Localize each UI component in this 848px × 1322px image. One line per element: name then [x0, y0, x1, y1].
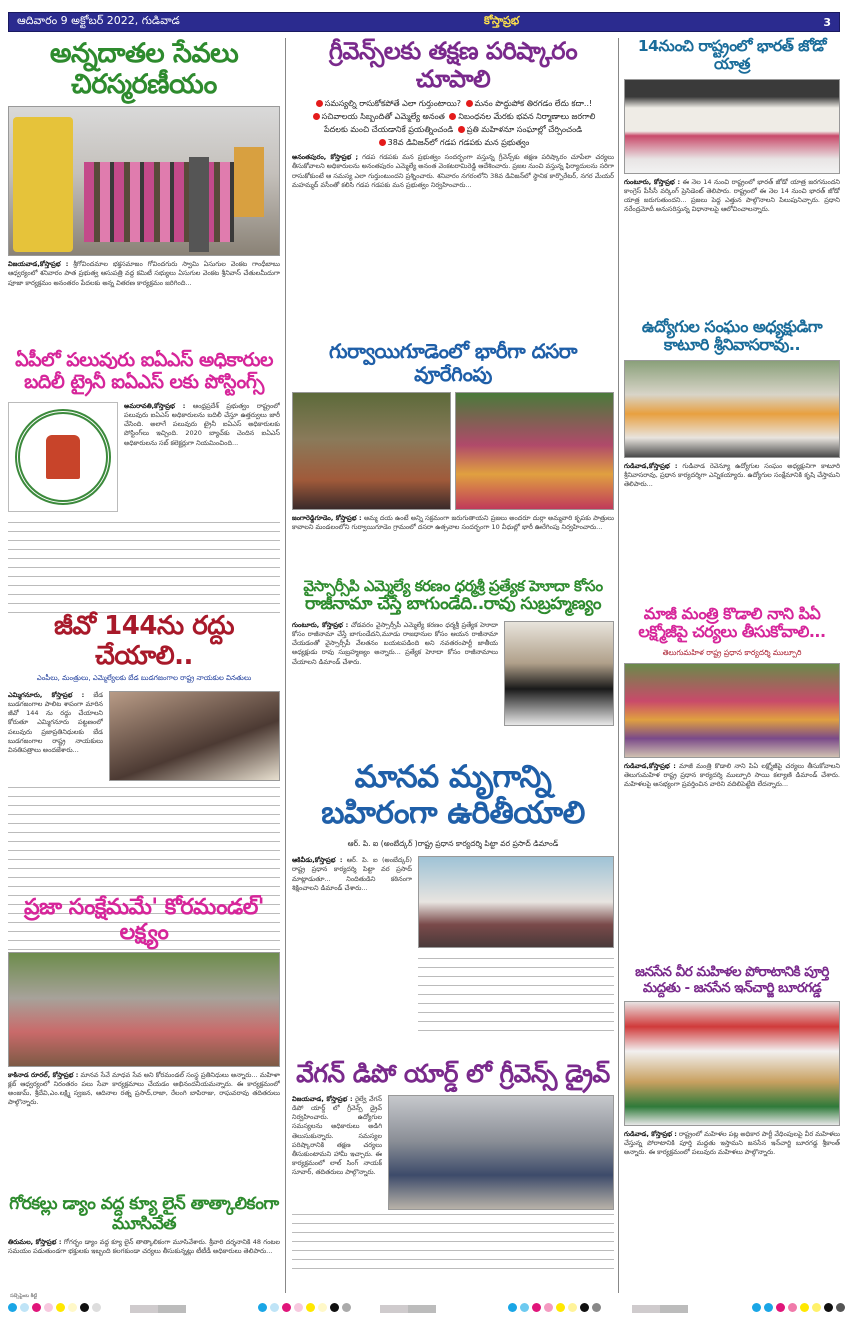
janasena-women-photo: [624, 1001, 840, 1126]
telugu-mahila-group-photo: [624, 663, 840, 758]
headline-line1: ఏపీలో పలువురు ఐఏఎస్ అధికారుల: [15, 349, 273, 371]
felicitation-garlands-photo: [624, 360, 840, 458]
article-body: గుడివాడ, కోస్తాప్రభ : రాష్ట్రంలో మహిళల పట్ల అధికార పార్టీ వేధింపులపై వీర మహిళలు చేస్తున్న పోరాటానికి పూర్తి మద్దతు ఇస్తామని జనసేన ఇన్‌చార్జి బూరగడ్డ శ్రీకాంత్ అన్నారు. ఈ కార్యక్రమంలో పలువురు మహిళలు పాల్గొన్నారు.: [624, 1130, 840, 1157]
women-celebration-photo: [455, 392, 614, 510]
article-ias: [8, 350, 280, 616]
subheadline: తెలుగుమహిళ రాష్ట్ర ప్రధాన కార్యదర్శి ముల్పూరి: [662, 647, 802, 657]
subheadline-bullets: సమస్యల్ని రాసుకోకపోతే ఎలా గుర్తుంటాయి? మనం పొద్దుపోక తిరగడం లేదు కదా..! సచివాలయ సిబ్బందితో ఎమ్మెల్యే అనంత నిబంధనల మేరకు భవన నిర్మాణాలు జరగాలి పేదలకు మంచి చేయడానికే ప్రయత్నించండి ప్రతి మహిళనూ సంఘాల్లో చేర్పించండి 38వ డివిజన్‌లో గడప గడపకు మన ప్రభుత్వం: [292, 97, 614, 149]
bullet-icon: [316, 100, 323, 107]
page-header-bar: [8, 12, 840, 32]
masthead-title: కోస్తాప్రభ: [483, 14, 520, 27]
railway-workshop-photo: [388, 1095, 614, 1210]
procession-crowd-photo: [292, 392, 451, 510]
bullet-icon: [379, 139, 386, 146]
print-registration-strip: [0, 1293, 848, 1319]
headline: గుర్వాయిగూడెంలో భారీగా దసరా వూరేగింపు: [329, 339, 577, 386]
article-body-continued: [292, 1214, 614, 1272]
bullet-icon: [458, 126, 465, 133]
headline: గోరకల్లు డ్యాం వద్ద క్యూ లైన్ తాత్కాలికంగా మూసివేత: [9, 1194, 279, 1234]
article-annadata: [8, 38, 280, 370]
gray-bar: [380, 1305, 436, 1313]
headline: గ్రీవెన్స్‌లకు తక్షణ పరిష్కారం చూపాలి: [328, 37, 578, 93]
bullet-icon: [313, 113, 320, 120]
headline-line1: మాజీ మంత్రి కొడాలి నాని పిఏ: [643, 604, 821, 623]
subheadline: ఆర్. పి. ఐ (అంబేద్కర్ )రాష్ట్ర ప్రధాన కార్యదర్శి పిట్టా వర ప్రసాద్ డిమాండ్: [347, 839, 559, 849]
article-karanam: [292, 578, 614, 761]
headline-line2: బదిలీ ట్రైనీ ఐఏఎస్ లకు పోస్టింగ్స్: [24, 370, 264, 393]
article-coromandel: [8, 895, 280, 1181]
andhra-pradesh-govt-emblem: [8, 402, 118, 512]
color-registration-dots: [8, 1303, 101, 1312]
article-body: గుడివాడ,కోస్తాప్రభ : గుడివాడ రెవెన్యూ ఉద్యోగుల సంఘం అధ్యక్షునిగా కాటూరి శ్రీనివాసరావు, ప్రధాన కార్యదర్శిగా ఎన్నికయ్యారు. ఉద్యోగుల సంక్షేమానికి కృషి చేస్తామని తెలిపారు...: [624, 461, 840, 489]
column-divider: [285, 38, 286, 1293]
article-body: జంగారెడ్డిగూడెం, కోస్తాప్రభ : అమ్మ దయ ఉంటే అన్ని సక్రమంగా జరుగుతాయని ప్రజలు అందరూ దుర్గా అమ్మవారి కృపకు పాత్రులు కావాలని మండలంలోని గుర్వాయిగూడెం గ్రామంలో దసరా ఉత్సవాల సందర్భంగా 10 వీధుల్లో భారీ ఊరేగింపు నిర్వహించారు...: [292, 514, 614, 532]
print-note: సబ్సెప్టెంబ కిట్టి: [10, 1293, 38, 1299]
headline: వేగన్ డిపో యార్డ్ లో గ్రీవెన్స్ డ్రైవ్: [296, 1059, 610, 1088]
article-janasena: [624, 965, 840, 1225]
gray-bar: [130, 1305, 186, 1313]
article-manava: [292, 760, 614, 1036]
headline-line2: లక్ష్మోజీపై చర్యలు తీసుకోవాలి...: [638, 622, 826, 642]
article-gorakallu: [8, 1195, 280, 1308]
article-body-continued: [418, 952, 614, 1034]
article-body: విజయవాడ, కోస్తాప్రభ : రైల్వే వేగన్ డిపో యార్డ్ లో గ్రీవెన్స్ డ్రైవ్ నిర్వహించారు. ఉద్యోగుల సమస్యలను అధికారులు అడిగి తెలుసుకున్నారు. సమస్యల పరిష్కారానికి తక్షణ చర్యలు తీసుకుంటామని హామీ ఇచ్చారు. ఈ కార్యక్రమంలో లాల్ సింగ్ నాయక్ సూవార్, తదితరులు పాల్గొన్నారు.: [292, 1094, 382, 1177]
headline-line2: మద్దతు - జనసేన ఇన్‌చార్జి బూరగడ్డ: [642, 979, 822, 996]
article-kodali: [624, 605, 840, 920]
page-number: 3: [823, 15, 831, 29]
headline-line2: కాటూరి శ్రీనివాసరావు..: [663, 335, 801, 355]
headline-line2: రాజీనామా చేస్తే బాగుండేది..రావు సుబ్రహ్మణ్యం: [304, 594, 602, 615]
headline: జీవో 144ను రద్దు చేయాలి..: [54, 611, 234, 671]
color-registration-dots: [508, 1303, 601, 1312]
color-registration-dots: [258, 1303, 351, 1312]
article-employees-union: [624, 318, 840, 562]
article-body: అమరావతి,కోస్తాప్రభ : ఆంధ్రప్రదేశ్ ప్రభుత్వం రాష్ట్రంలో పలువురు ఐఏఎస్ అధికారులను బదిలీ చేస్తూ ఉత్తర్వులు జారీ చేసింది. అలాగే పలువురు ట్రైనీ ఐఏఎస్ అధికారులకు పోస్టింగ్‌లు ఇచ్చింది. 2020 బ్యాచ్‌కు చెందిన ఐఏఎస్ అధికారులను సబ్ కలెక్టర్లుగా నియమించింది...: [124, 401, 280, 447]
coromandel-distribution-photo: [8, 952, 280, 1067]
devotees-queue-photo: [8, 106, 280, 256]
article-dasara: [292, 340, 614, 614]
rpi-protest-photo: [418, 856, 614, 948]
headline-line1: జనసేన వీర మహిళల పోరాటానికి పూర్తి: [635, 964, 829, 980]
press-meet-microphones-photo: [504, 621, 614, 726]
article-body-continued: [8, 516, 280, 616]
article-body: విజయవాడ,కోస్తాప్రభ : శ్రీగోవిందమాల భక్తసమాజం గోవిందగురు స్వామి ఏసుగుల వెంకట గాంధీబాబు ఆధ్వర్యంలో శనివారం పాత ప్రభుత్వ ఆసుపత్రి వద్ద కమిటీ సభ్యులు ఏసుగుల వెంకట శ్రీనివాస్ చేతులమీదుగా పూజా కార్యక్రమం అనంతరం పేదలకు అన్న వితరణ కార్యక్రమం జరిగింది...: [8, 260, 280, 287]
color-registration-dots: [752, 1303, 845, 1312]
article-body: గుడివాడ,కోస్తాప్రభ : మాజీ మంత్రి కొడాలి నాని పిఏ లక్ష్మోజీపై చర్యలు తీసుకోవాలని తెలుగుమహిళ రాష్ట్ర ప్రధాన కార్యదర్శి ముల్పూరి సాయి కల్యాణి డిమాండ్ చేశారు. మహిళలపై అసభ్యంగా ప్రవర్తించిన వారిని వదిలిపెట్టేది లేదన్నారు...: [624, 761, 840, 789]
bullet-icon: [449, 113, 456, 120]
subheadline: ఎంపీలు, మంత్రులు, ఎమ్మెల్యేలకు బేడ బుడగజంగాల రాష్ట్ర నాయకుల వినతులు: [36, 673, 252, 682]
headline: మానవ మృగాన్ని బహిరంగా ఉరితీయాలి: [321, 759, 585, 831]
article-body: గుంటూరు, కోస్తాప్రభ : చోడవరం వైస్సార్సీపీ ఎమ్మెల్యే కరణం ధర్మశ్రీ ప్రత్యేక హెూదా కోసం రాజీనామా చేస్తే బాగుండేదని,మూడు రాజధానుల కోసం ఆయన రాజీనామా చేయడంతో వైస్సార్సీపీ వేలతనం బయటపడింది అని నవతరంపార్టీ జాతీయ అధ్యక్షుడు రావు సుబ్రహ్మణ్యం అన్నారు... ప్రత్యేక హెూదా కోసం రాజీనామాలు చేయాలని డిమాండ్ చేశారు.: [292, 620, 498, 666]
bullet-icon: [466, 100, 473, 107]
headline: 14నుంచి రాష్ట్రంలో భారత్ జోడో యాత్ర: [637, 37, 827, 73]
deity-cart: [13, 117, 73, 252]
column-divider: [618, 38, 619, 1293]
emblem-center: [46, 435, 80, 479]
headline-line1: ఉద్యోగుల సంఘం అధ్యక్షుడిగా: [641, 317, 823, 336]
memorandum-submission-photo: [109, 691, 280, 781]
headline: అన్నదాతల సేవలు చిరస్మరణీయం: [49, 38, 239, 101]
article-body: కాకినాడ రూరల్, కోస్తాప్రభ : మానవ సేవే మాధవ సేవ అని కోరమండల్ సంస్థ ప్రతినిధులు అన్నారు... మహిళా క్లబ్ ఆధ్వర్యంలో నిరంతరం పలు సేవా కార్యక్రమాలు చేయడం అభినందనీయమన్నారు. ఈ కార్యక్రమంలో అంజుమ్, శ్రీదేవి,ఎం.లక్ష్మి స్వజన, ఆదినాల రత్న ప్రసాద్,రాజా, రేలంగి బాపిరాజు, రాఘవరావు తదితరులు పాల్గొన్నారు.: [8, 1070, 280, 1107]
congress-leaders-poster-photo: [624, 79, 840, 174]
article-body: తిరుమల, కోస్తాప్రభ : గోగర్భం డ్యాం వద్ద క్యూ లైన్ తాత్కాలికంగా మూసివేశారు. శ్రీవారి దర్శనానికి 48 గంటల సమయం పడుతుండగా భక్తులకు ఇబ్బంది కలగకుండా చర్యలు తీసుకున్నట్లు టీటీడీ అధికారులు తెలిపారు...: [8, 1238, 280, 1256]
headline: ప్రజా సంక్షేమమే' కోరమండల్' లక్ష్యం: [23, 895, 265, 946]
article-grievance: [292, 38, 614, 331]
article-body: అనంతపురం, కోస్తాప్రభ ; గడప గడపకు మన ప్రభుత్వం సందర్భంగా వస్తున్న గ్రీవెన్స్‌కు తక్షణ పరిష్కారం చూపేలా చర్యలు తీసుకోవాలని అధికారులను అనంతపురం ఎమ్మెల్యే అనంత వెంకటరామిరెడ్డి ఆదేశించారు. ప్రజల నుంచి వస్తున్న ఫిర్యాదులను సరిగా రాసుకోకుంటే ఆ సమస్య ఎలా గుర్తుంటుందని ప్రశ్నించారు. శనివారం నగరంలోని 38వ డివిజన్‌లో స్థానిక కార్పొరేటర్, నగర మేయర్ మహమ్మద్ వసీంతో కలిసి గడప గడపకు మన ప్రభుత్వం నిర్వహించారు...: [292, 153, 614, 189]
gray-bar: [632, 1305, 688, 1313]
article-body: ఎమ్మిగనూరు, కోస్తాప్రభ : బేడ బుడగజంగాల పాలిట శాపంగా మారిన జీవో 144 ను రద్దు చేయాలని కోరుతూ ఎమ్మిగనూరు పట్టణంలో పలువురు ప్రజాప్రతినిధులకు బేడ బుడగజంగాల రాష్ట్ర నాయకులు వినతిపత్రాలు అందజేశారు...: [8, 690, 103, 754]
headline-line1: వైస్సార్సీపి ఎమ్మెల్యే కరణం ధర్మశ్రీ ప్రత్యేక హెూదా కోసం: [303, 577, 603, 595]
article-body: గుంటూరు, కోస్తాప్రభ : ఈ నెల 14 నుంచి రాష్ట్రంలో భారత్ జోడో యాత్ర జరగనుందని కాంగ్రెస్ పీసీసీ వర్కింగ్ ప్రెసిడెంట్ తెలిపారు. రాష్ట్రంలో ఈ నెల 14 నుంచి భారత్ జోడో యాత్ర జరుగుతుందని... ప్రజలు పెద్ద ఎత్తున పాల్గొనాలని పిలుపునిచ్చారు. ప్రధాని నరేంద్రమోదీ అనుసరిస్తున్న విధానాలపై ఆలోచించాలన్నారు.: [624, 177, 840, 214]
article-wagon: [292, 1060, 614, 1272]
date-place: ఆదివారం 9 అక్టోబర్ 2022, గుడివాడ: [17, 14, 180, 27]
article-bharat-jodo: [624, 38, 840, 298]
article-body: ఆకివీడు,కోస్తాప్రభ : ఆర్. పి. ఐ (అంబేద్కర్) రాష్ట్ర ప్రధాన కార్యదర్శి పిట్టా వర ప్రసాద్ మాట్లాడుతూ... నిందితుడిని కఠినంగా శిక్షించాలని డిమాండ్ చేశారు...: [292, 856, 412, 892]
